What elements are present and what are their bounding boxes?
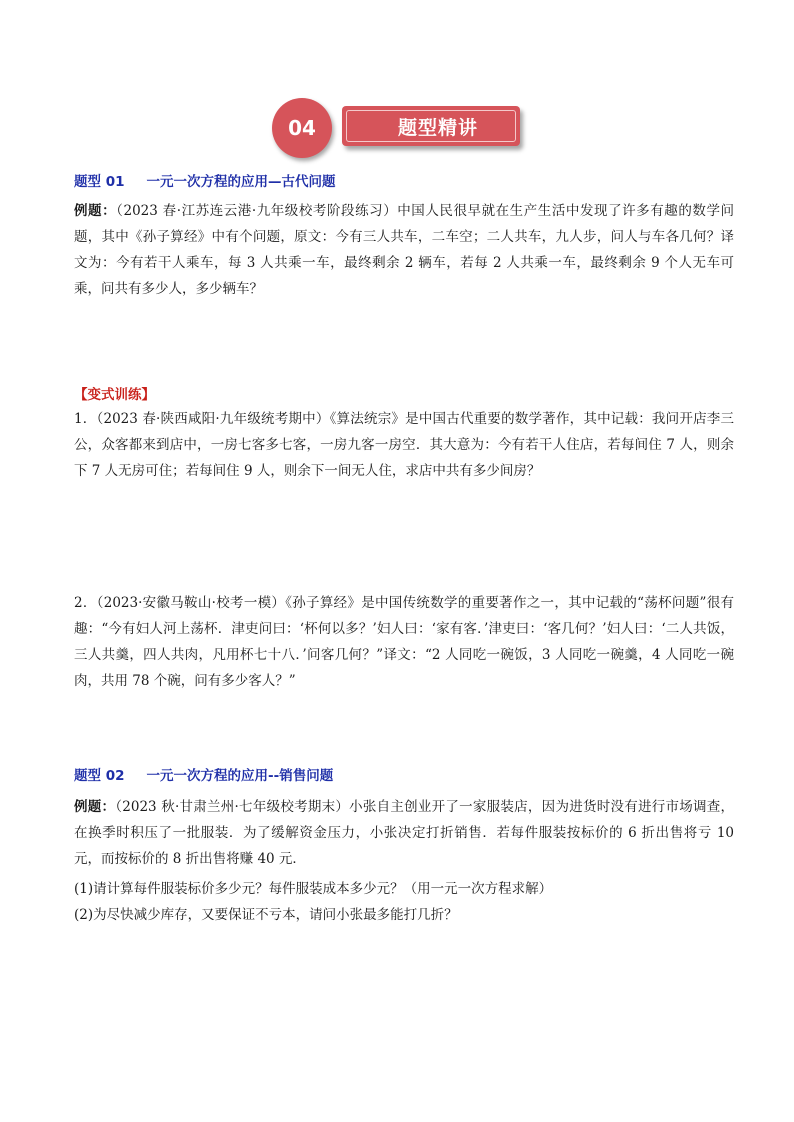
section1-example (74, 198, 734, 302)
section2-subquestion-2: (2)为尽快减少库存，又要保证不亏本，请问小张最多能打几折？ (74, 907, 458, 923)
section1-label: 题型 01 (74, 174, 125, 190)
example-label: 例题： (74, 203, 117, 219)
practice-question-1: 1．（2023 春·陕西咸阳·九年级统考期中）《算法统宗》是中国古代重要的数学著作，其中记载：我问开店李三公，众客都来到店中，一房七客多七客，一房九客一房空．其大意为：今有若干人住店，若每间住 7 人，则余下 7 人无房可住；若每间住 9 人，则余下一间无人住，求店中共有多少间房？ (74, 411, 734, 479)
section2-heading (74, 766, 734, 786)
section2-title: 一元一次方程的应用--销售问题 (146, 768, 334, 784)
practice-title: 【变式训练】 (74, 387, 155, 403)
practice-title-row (74, 383, 734, 403)
banner-title: 题型精讲 (397, 116, 478, 139)
section-banner (272, 98, 524, 160)
example-text: （2023 秋·甘肃兰州·七年级校考期末）小张自主创业开了一家服装店，因为进货时没有进行市场调查，在换季时积压了一批服装．为了缓解资金压力，小张决定打折销售．若每件服装按标价的 6 折出售将亏 10 元，而按标价的 8 折出售将赚 40 元． (74, 799, 735, 867)
banner-number-badge: 04 (272, 98, 332, 158)
practice-question-2: 2．（2023·安徽马鞍山·校考一模）《孙子算经》是中国传统数学的重要著作之一，其中记载的“荡杯问题”很有趣：“今有妇人河上荡杯．津吏问曰：‘杯何以多？’妇人曰：‘家有客．’津吏曰：‘客几何？’妇人曰：‘二人共饭，三人共羹，四人共肉，凡用杯七十八．’问客几何？”译文：“2 人同吃一碗饭，3 人同吃一碗羹，4 人同吃一碗肉，共用 78 个碗，问有多少客人？” (74, 595, 734, 689)
section1-title: 一元一次方程的应用—古代问题 (146, 174, 336, 190)
section2-label: 题型 02 (74, 768, 125, 784)
section1-heading (74, 172, 734, 192)
section2-subquestion-1: (1)请计算每件服装标价多少元？每件服装成本多少元？（用一元一次方程求解） (74, 881, 553, 897)
section2-example (74, 794, 734, 872)
example-label: 例题： (74, 799, 116, 815)
example-text: （2023 春·江苏连云港·九年级校考阶段练习）中国人民很早就在生产生活中发现了许多有趣的数学问题，其中《孙子算经》中有个问题，原文：今有三人共车，二车空；二人共车，九人步，问人与车各几何？译文为：今有若干人乘车，每 3 人共乘一车，最终剩余 2 辆车，若每 2 人共乘一车，最终剩余 9 个人无车可乘，问共有多少人，多少辆车？ (74, 203, 735, 297)
banner-tab (342, 106, 520, 146)
